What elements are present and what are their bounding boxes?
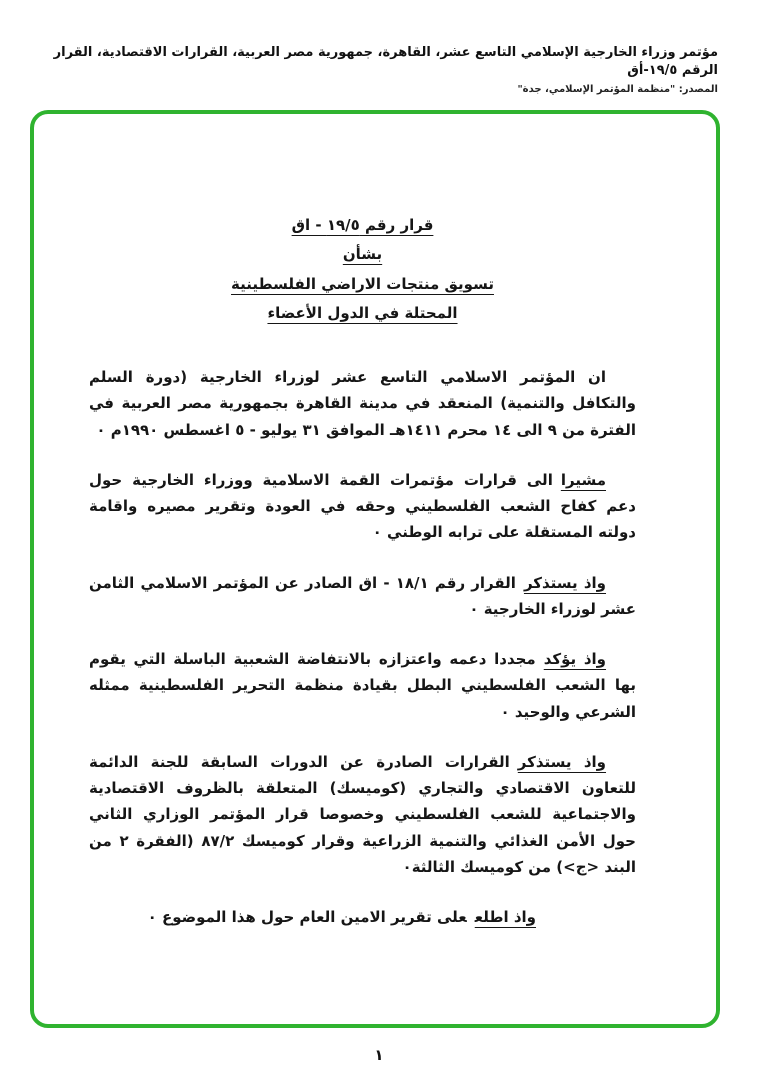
- metadata-source-line: المصدر: "منظمة المؤتمر الإسلامي، جدة": [517, 84, 718, 96]
- resolution-title-line-2: [89, 241, 636, 267]
- paragraph-reaffirming-support: [89, 646, 636, 725]
- paragraph-having-reviewed: [89, 904, 636, 930]
- metadata-citation-line: مؤتمر وزراء الخارجية الإسلامي التاسع عشر، القاهرة، جمهورية مصر العربية، القرارات الاقتصادية، القرار الرقم ١٩/٥-أق: [53, 45, 718, 79]
- paragraph-preamble: [89, 364, 636, 443]
- paragraph-text: ان المؤتمر الاسلامي التاسع عشر لوزراء الخارجية (دورة السلم والتكافل والتنمية) المنعقد في مدينة القاهرة بجمهورية مصر العربية في الفترة من ٩ الى ١٤ محرم ١٤١١هـ الموافق ٣١ يوليو - ٥ اغسطس ١٩٩٠م ٠: [89, 368, 636, 439]
- paragraph-lead: واذ يستذكر: [523, 573, 607, 592]
- green-document-frame: [30, 110, 720, 1028]
- resolution-body: [89, 209, 636, 954]
- resolution-title-block: [89, 212, 636, 326]
- resolution-title-line-3: [89, 271, 636, 297]
- paragraph-text: الى قرارات مؤتمرات القمة الاسلامية ووزراء الخارجية حول دعم كفاح الشعب الفلسطيني وحقه في العودة وتقرير مصيره واقامة دولته المستقلة على ترابه الوطني ٠: [89, 470, 636, 542]
- paragraph-text: القرارات الصادرة عن الدورات السابقة للجنة الدائمة للتعاون الاقتصادي والتجاري (كوميسك) المتعلقة بالظروف الاقتصادية والاجتماعية للشعب الفلسطيني وخصوصا قرار المؤتمر الوزاري الثاني حول الأمن الغذائي والتنمية الزراعية وقرار كوميسك ٨٧/٢ (الفقرة ٢ من البند <ج>) من كوميسك الثالثة٠: [89, 752, 636, 876]
- resolution-subject-part-1: تسويق منتجات الاراضي الفلسطينية: [231, 274, 494, 293]
- resolution-title-line-4: [89, 300, 636, 326]
- paragraph-lead: واذ يستذكر: [517, 752, 607, 771]
- paragraph-recalling-comcec: [89, 749, 636, 880]
- paragraph-recalling-resolution: [89, 570, 636, 623]
- resolution-number: قرار رقم ١٩/٥ - اق: [291, 216, 434, 234]
- resolution-subject-label: بشأن: [342, 245, 383, 264]
- paragraph-recalling-summits: [89, 467, 636, 546]
- paragraph-lead: واذ اطلع: [474, 908, 536, 926]
- paragraph-text: على تقرير الامين العام حول هذا الموضوع ٠: [147, 908, 467, 926]
- page-number: ١: [374, 1046, 384, 1064]
- paragraph-text: مجددا دعمه واعتزازه بالانتفاضة الشعبية الباسلة التي يقوم بها الشعب الفلسطيني البطل بقيادة منظمة التحرير الفلسطينية ممثله الشرعي والوحيد ٠: [89, 650, 636, 721]
- document-metadata-header: [40, 44, 718, 95]
- paragraph-lead: مشيرا: [560, 470, 606, 489]
- resolution-title-line-1: [89, 212, 636, 238]
- paragraph-text: القرار رقم ١٨/١ - اق الصادر عن المؤتمر الاسلامي الثامن عشر لوزراء الخارجية ٠: [89, 573, 636, 618]
- resolution-subject-part-2: المحتلة في الدول الأعضاء: [267, 303, 458, 322]
- paragraph-lead: واذ يؤكد: [543, 650, 607, 668]
